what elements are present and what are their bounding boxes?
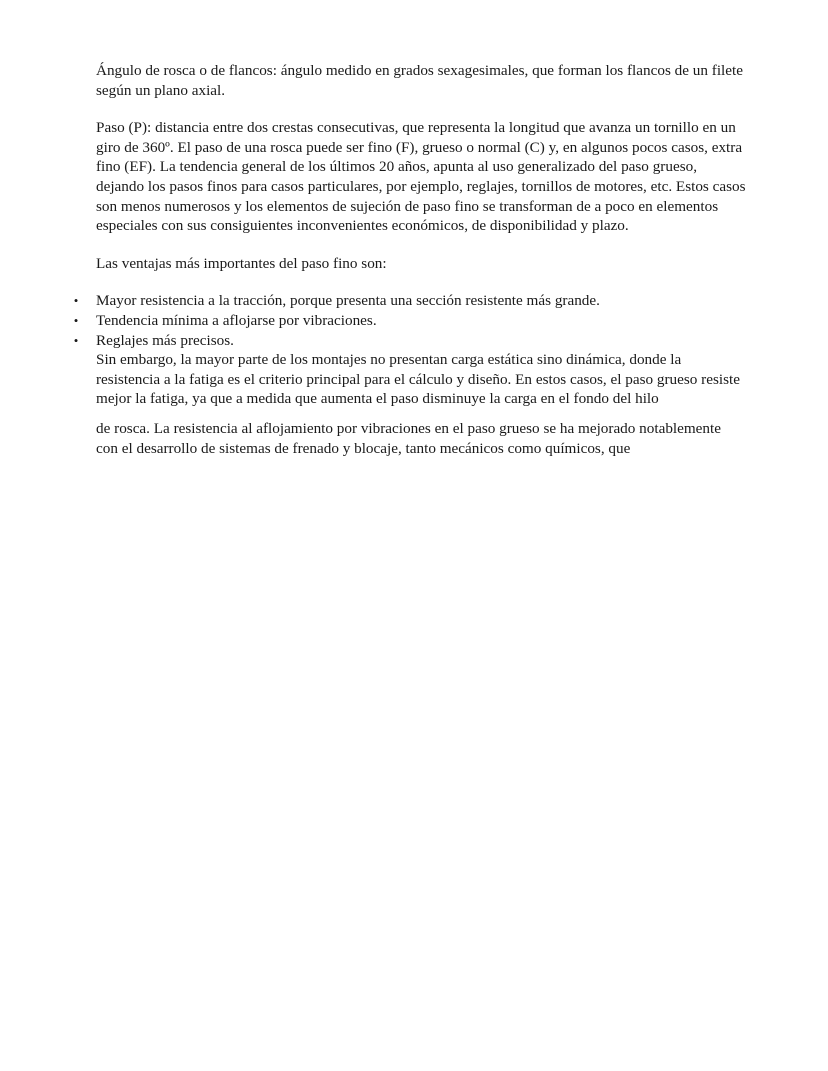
- bullet-icon: •: [73, 293, 79, 309]
- paragraph-thread-angle: Ángulo de rosca o de flancos: ángulo medido en grados sexagesimales, que forman los flancos de un filete según un plano axial.: [96, 62, 743, 99]
- paragraph-fine-pitch-advantages-intro: Las ventajas más importantes del paso fino son:: [96, 254, 387, 272]
- list-item: [73, 331, 746, 351]
- list-item-text: Tendencia mínima a aflojarse por vibraciones.: [96, 311, 377, 329]
- list-item-text: Reglajes más precisos.: [96, 331, 234, 349]
- advantages-bullet-list: [73, 291, 746, 350]
- paragraph-continuation: de rosca. La resistencia al aflojamiento por vibraciones en el paso grueso se ha mejorado notablemente con el desarrollo de sistemas de frenado y blocaje, tanto mecánicos como químicos, que: [96, 419, 721, 457]
- bullet-icon: •: [73, 332, 79, 348]
- paragraph-pitch-definition: Paso (P): distancia entre dos crestas consecutivas, que representa la longitud que avanza un tornillo en un giro de 360º. El paso de una rosca puede ser fino (F), grueso o normal (C) y, en algunos pocos casos, extra fino (EF). La tendencia general de los últimos 20 años, apunta al uso generalizado del paso grueso, dejando los pasos finos para casos particulares, por ejemplo, reglajes, tornillos de motores, etc. Estos casos son menos numerosos y los elementos de sujeción de paso fino se transforman de a poco en elementos especiales con sus consiguientes inconvenientes económicos, de disponibilidad y plazo.: [96, 119, 746, 235]
- list-item: [73, 291, 746, 311]
- bullet-icon: •: [73, 312, 79, 328]
- document-page: [73, 61, 746, 458]
- list-item-text: Mayor resistencia a la tracción, porque presenta una sección resistente más grande.: [96, 292, 600, 310]
- paragraph-dynamic-load: Sin embargo, la mayor parte de los montajes no presentan carga estática sino dinámica, donde la resistencia a la fatiga es el criterio principal para el cálculo y diseño. En estos casos, el paso grueso resiste mejor la fatiga, ya que a medida que aumenta el paso disminuye la carga en el fondo del hilo: [96, 351, 740, 408]
- list-item: [73, 311, 746, 331]
